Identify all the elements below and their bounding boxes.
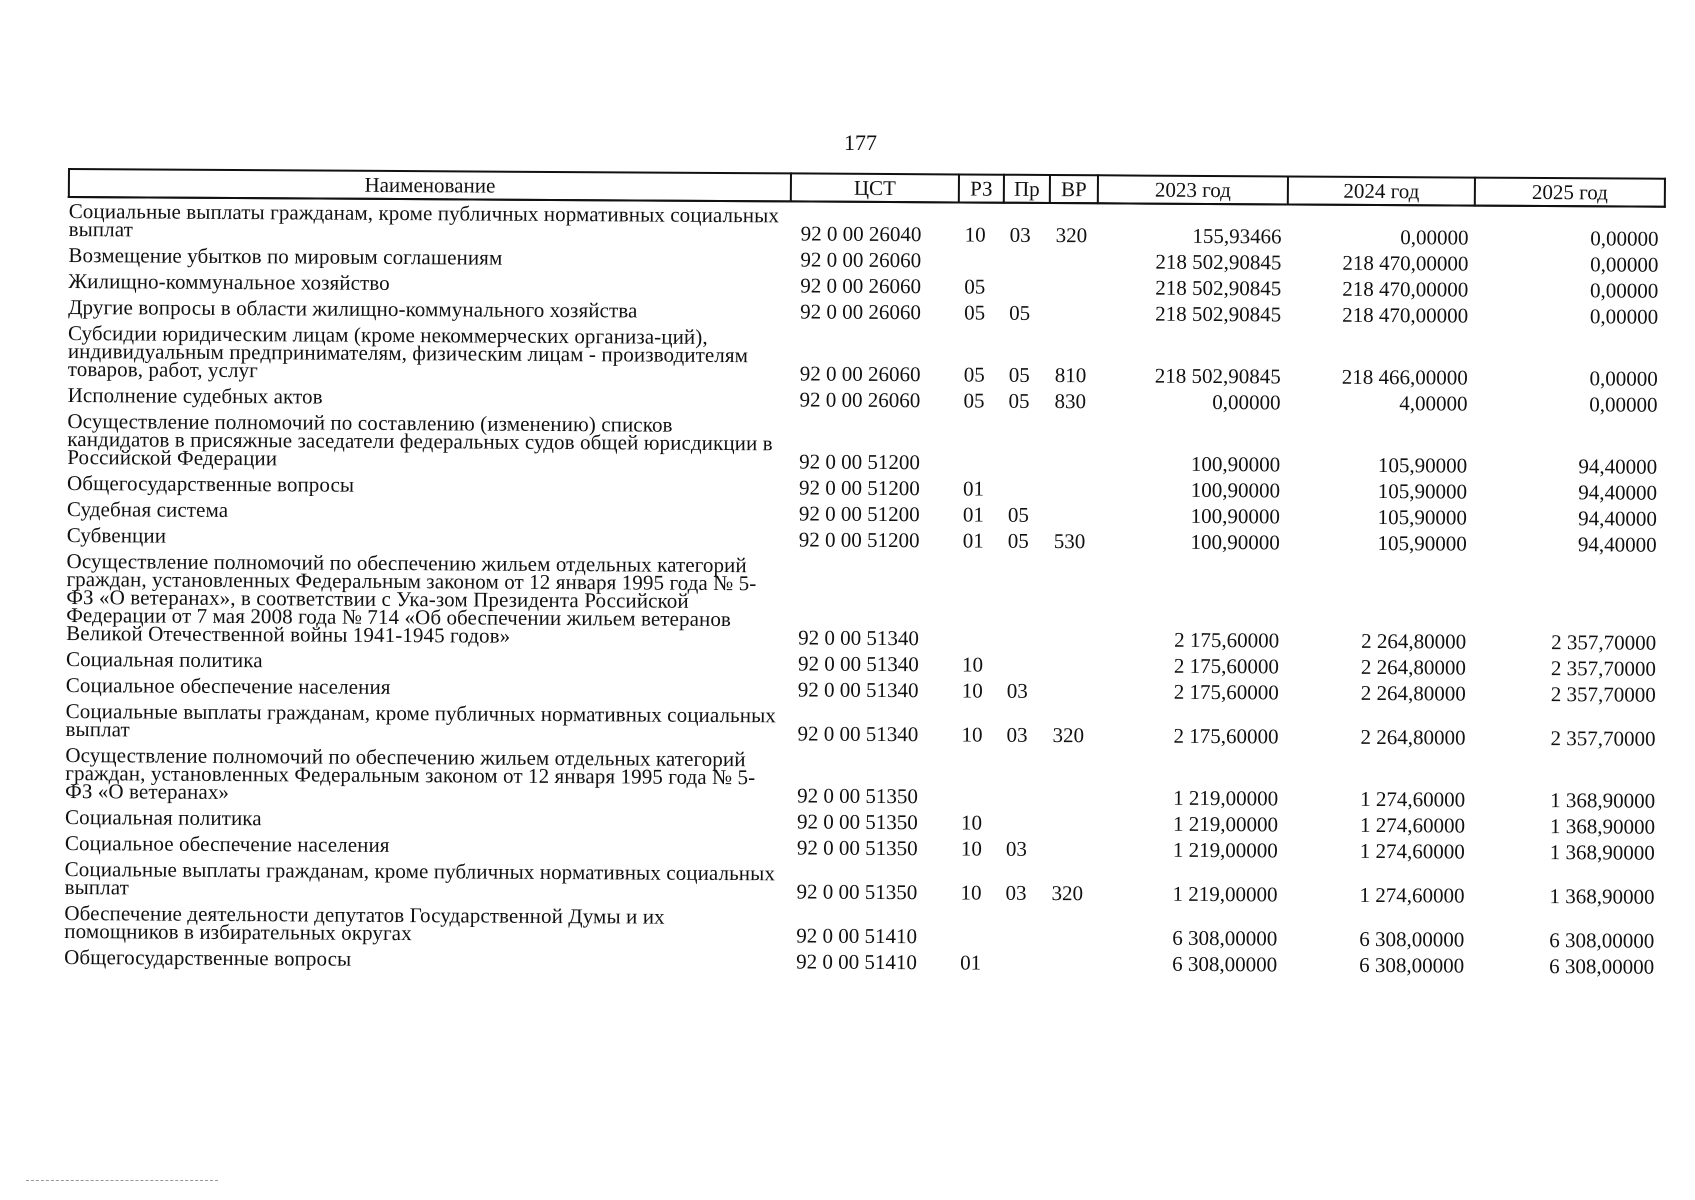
cell-2024: 2 264,80000 <box>1361 628 1467 654</box>
cell-2025: 0,00000 <box>1590 226 1659 251</box>
cell-rz: 05 <box>964 274 986 299</box>
table-body <box>64 197 1665 980</box>
cell-2023: 6 308,00000 <box>1172 925 1278 951</box>
cell-2024: 105,90000 <box>1377 479 1468 504</box>
cell-pr: 05 <box>1009 300 1031 325</box>
cell-pr <box>1001 554 1048 652</box>
header-cst: ЦСТ <box>791 173 959 202</box>
cell-2025: 2 357,70000 <box>1550 656 1657 681</box>
cell-2024: 2 264,80000 <box>1360 724 1466 750</box>
cell-name: Социальная политика <box>64 804 262 831</box>
cell-2024: 218 466,00000 <box>1341 364 1468 390</box>
cell-cst: 92 0 00 51350 <box>796 835 918 861</box>
cell-2024: 0,00000 <box>1400 225 1469 250</box>
cell-pr: 03 <box>1005 836 1027 861</box>
cell-pr <box>1002 414 1048 476</box>
cell-2023: 1 219,00000 <box>1172 837 1278 863</box>
cell-2025: 0,00000 <box>1589 278 1659 303</box>
cell-2023: 2 175,60000 <box>1174 627 1280 653</box>
cell-vr <box>1045 950 1093 976</box>
cell-pr <box>999 950 1045 976</box>
cell-cst: 92 0 00 26060 <box>800 273 922 299</box>
cell-rz <box>957 413 1002 475</box>
cell-vr: 810 <box>1054 363 1087 388</box>
cell-rz: 10 <box>964 222 986 247</box>
cell-vr <box>1045 906 1093 950</box>
cell-2025: 1 368,90000 <box>1549 840 1655 865</box>
cell-2025: 94,40000 <box>1578 454 1658 479</box>
cell-name: Субсидии юридическим лицам (кроме некоммерческих организа-ций), индивидуальным предпринимателям, физическим лицам - производителям товаров, работ, услуг <box>67 321 749 383</box>
cell-name: Субвенции <box>66 522 167 548</box>
cell-rz: 10 <box>961 722 983 747</box>
header-pr: Пр <box>1004 175 1050 203</box>
cell-vr: 320 <box>1055 223 1088 248</box>
cell-vr <box>1048 476 1096 502</box>
cell-cst: 92 0 00 26060 <box>799 361 921 387</box>
cell-pr <box>1000 810 1046 836</box>
cell-pr: 03 <box>1006 678 1028 703</box>
cell-2023: 100,90000 <box>1190 529 1280 555</box>
cell-2023: 100,90000 <box>1190 451 1281 477</box>
cell-2024: 105,90000 <box>1377 453 1468 478</box>
cell-2024: 1 274,60000 <box>1359 838 1465 864</box>
cell-pr <box>1000 748 1046 810</box>
cell-rz: 10 <box>960 810 983 835</box>
cell-vr <box>1049 274 1097 300</box>
cell-pr <box>1002 476 1048 502</box>
table-row <box>67 408 1663 480</box>
cell-2024: 218 470,00000 <box>1342 276 1469 302</box>
cell-vr <box>1046 836 1094 862</box>
cell-name: Социальное обеспечение населения <box>64 830 390 857</box>
cell-name: Возмещение убытков по мировым соглашениям <box>68 243 503 270</box>
cell-2025: 6 308,00000 <box>1549 954 1655 979</box>
cell-2024: 1 274,60000 <box>1359 882 1465 908</box>
cell-name: Осуществление полномочий по обеспечению жильем отдельных категорий граждан, установленных Федеральным законом от 12 января 1995 года № 5-ФЗ «О ветеранах» <box>65 742 756 804</box>
cell-vr: 830 <box>1054 389 1087 414</box>
cell-2025: 94,40000 <box>1578 506 1657 531</box>
cell-2023: 2 175,60000 <box>1173 679 1279 705</box>
cell-2023: 1 219,00000 <box>1172 881 1278 907</box>
cell-cst: 92 0 00 51340 <box>797 721 919 747</box>
cell-rz <box>954 905 999 949</box>
cell-vr: 320 <box>1052 723 1085 748</box>
page-number: 177 <box>844 130 877 155</box>
cell-vr: 320 <box>1051 881 1084 906</box>
cell-2024: 1 274,60000 <box>1360 786 1466 812</box>
cell-2025: 1 368,90000 <box>1549 884 1655 909</box>
cell-rz <box>956 553 1002 651</box>
cell-name: Другие вопросы в области жилищно-коммунального хозяйства <box>68 295 638 323</box>
cell-pr <box>999 906 1045 950</box>
cell-name: Социальное обеспечение населения <box>65 672 391 699</box>
cell-rz <box>958 247 1003 273</box>
cell-rz: 01 <box>960 950 982 975</box>
header-2023: 2023 год <box>1098 175 1288 204</box>
cell-2024: 2 264,80000 <box>1360 680 1466 706</box>
cell-cst: 92 0 00 26060 <box>799 387 921 413</box>
cell-pr <box>1001 652 1047 678</box>
cell-2024: 105,90000 <box>1377 531 1467 556</box>
table-row <box>66 548 1663 656</box>
cell-cst: 92 0 00 51200 <box>798 527 920 553</box>
cell-name: Общегосударственные вопросы <box>64 944 352 971</box>
cell-rz: 10 <box>960 880 982 905</box>
cell-cst: 92 0 00 51340 <box>798 625 919 651</box>
cell-cst: 92 0 00 51200 <box>798 475 920 501</box>
cell-cst: 92 0 00 51350 <box>796 879 918 905</box>
cell-cst: 92 0 00 51340 <box>797 677 919 703</box>
cell-2023: 218 502,90845 <box>1155 249 1282 275</box>
cell-2024: 105,90000 <box>1377 505 1467 530</box>
cell-vr <box>1047 652 1095 678</box>
cell-2025: 0,00000 <box>1589 304 1659 329</box>
cell-vr <box>1049 248 1097 274</box>
cell-2023: 218 502,90845 <box>1155 301 1282 327</box>
cell-cst: 92 0 00 26060 <box>800 299 921 325</box>
header-rz: РЗ <box>959 174 1004 202</box>
cell-2025: 2 357,70000 <box>1550 726 1656 751</box>
cell-name: Жилищно-коммунальное хозяйство <box>68 269 390 295</box>
cell-name: Судебная система <box>66 496 229 522</box>
cell-2025: 94,40000 <box>1578 480 1658 505</box>
cell-name: Осуществление полномочий по обеспечению жильем отдельных категорий граждан, установленных Федеральным законом от 12 января 1995 года № 5-ФЗ «О ветеранах», в соответствии с Ука-зом Президента Российской Федерации от 7 мая 2008 года № 714 «Об обеспечении жильем ветеранов Великой Отечественной войны 1941-1945 годов» <box>66 548 757 648</box>
cell-pr: 03 <box>1009 222 1031 247</box>
cell-pr: 05 <box>1008 388 1030 413</box>
cell-vr <box>1047 678 1095 704</box>
cell-pr: 05 <box>1008 362 1030 387</box>
cell-vr <box>1049 300 1097 326</box>
cell-2024: 6 308,00000 <box>1359 926 1465 952</box>
cell-rz: 05 <box>964 300 986 325</box>
cell-pr: 05 <box>1007 528 1029 553</box>
cell-2023: 155,93466 <box>1192 223 1282 249</box>
cell-name: Социальная политика <box>65 646 263 673</box>
cell-name: Социальные выплаты гражданам, кроме публичных нормативных социальных выплат <box>68 199 780 242</box>
cell-2024: 218 470,00000 <box>1342 250 1469 276</box>
cell-2023: 0,00000 <box>1212 389 1281 415</box>
cell-2025: 6 308,00000 <box>1549 928 1655 953</box>
cell-2023: 1 219,00000 <box>1173 785 1279 811</box>
cell-2025: 1 368,90000 <box>1550 788 1656 813</box>
cell-pr: 03 <box>1006 722 1028 747</box>
cell-cst: 92 0 00 51200 <box>798 501 920 527</box>
cell-rz: 01 <box>962 476 985 501</box>
cell-pr: 05 <box>1007 502 1029 527</box>
cell-name: Социальные выплаты гражданам, кроме публичных нормативных социальных выплат <box>64 856 776 900</box>
cell-2023: 218 502,90845 <box>1155 275 1282 301</box>
budget-table <box>63 168 1664 980</box>
cell-2023: 100,90000 <box>1190 477 1281 503</box>
cell-vr: 530 <box>1053 529 1086 554</box>
cell-2025: 2 357,70000 <box>1550 682 1656 707</box>
cell-cst: 92 0 00 51350 <box>797 783 919 809</box>
cell-2023: 2 175,60000 <box>1173 723 1279 749</box>
cell-2025: 2 357,70000 <box>1551 630 1657 655</box>
table-row <box>65 742 1661 814</box>
cell-name: Общегосударственные вопросы <box>67 471 355 497</box>
cell-cst: 92 0 00 51350 <box>796 809 918 835</box>
cell-pr <box>1003 274 1049 300</box>
cell-cst: 92 0 00 51200 <box>799 449 921 475</box>
cell-vr <box>1046 748 1094 810</box>
cell-rz: 05 <box>963 362 985 387</box>
cell-2023: 6 308,00000 <box>1172 951 1278 977</box>
cell-2025: 0,00000 <box>1589 392 1658 417</box>
header-name: Наименование <box>69 169 791 201</box>
cell-2023: 100,90000 <box>1190 503 1280 529</box>
cell-2024: 218 470,00000 <box>1342 302 1469 328</box>
cell-name: Обеспечение деятельности депутатов Государственной Думы и их помощников в избирательных округах <box>64 900 665 946</box>
cell-name: Социальные выплаты гражданам, кроме публичных нормативных социальных выплат <box>65 698 777 742</box>
cell-2024: 6 308,00000 <box>1359 952 1465 978</box>
cell-cst: 92 0 00 51410 <box>796 923 918 949</box>
cell-vr <box>1046 810 1094 836</box>
cell-2025: 0,00000 <box>1589 366 1658 391</box>
cell-cst: 92 0 00 26060 <box>800 247 922 273</box>
cell-vr <box>1048 414 1096 476</box>
cell-cst: 92 0 00 26040 <box>800 221 922 247</box>
header-2025: 2025 год <box>1475 178 1665 207</box>
cell-rz <box>955 747 1000 809</box>
cell-rz: 05 <box>963 388 985 413</box>
cell-rz: 10 <box>961 678 983 703</box>
cell-rz: 10 <box>961 652 984 677</box>
cell-2023: 2 175,60000 <box>1173 653 1280 679</box>
cell-vr <box>1047 554 1096 652</box>
table-row <box>68 320 1664 392</box>
cell-2025: 94,40000 <box>1577 532 1657 557</box>
cell-rz: 10 <box>960 836 982 861</box>
cell-2025: 0,00000 <box>1590 252 1659 277</box>
cell-2025: 1 368,90000 <box>1549 814 1656 839</box>
header-vr: ВР <box>1050 175 1098 203</box>
cell-2023: 1 219,00000 <box>1172 811 1279 837</box>
header-2024: 2024 год <box>1288 176 1475 205</box>
cell-rz: 01 <box>962 502 984 527</box>
cell-vr <box>1048 502 1096 528</box>
cell-2024: 4,00000 <box>1399 391 1468 416</box>
cell-2024: 2 264,80000 <box>1360 654 1467 680</box>
cell-rz: 01 <box>962 528 984 553</box>
cell-pr <box>1003 248 1049 274</box>
cell-2023: 218 502,90845 <box>1154 363 1281 389</box>
cell-cst: 92 0 00 51410 <box>796 949 917 975</box>
cell-2024: 1 274,60000 <box>1359 812 1466 838</box>
footer-divider <box>26 1180 218 1181</box>
cell-pr: 03 <box>1005 880 1027 905</box>
cell-cst: 92 0 00 51340 <box>797 651 919 677</box>
cell-name: Осуществление полномочий по составлению (изменению) списков кандидатов в присяжные заседатели федеральных судов общей юрисдикции в Российской Федерации <box>67 409 773 471</box>
cell-name: Исполнение судебных актов <box>67 383 323 409</box>
